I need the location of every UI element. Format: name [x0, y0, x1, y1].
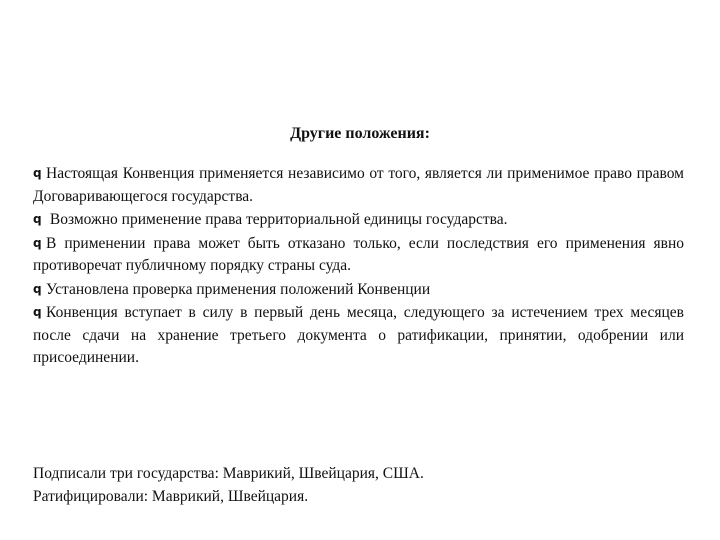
bullet-icon: q	[33, 166, 42, 180]
list-item-text: Настоящая Конвенция применяется независимо от того, является ли применимое право правом Договаривающегося государства.	[33, 165, 684, 205]
list-item	[33, 162, 684, 208]
list-item	[33, 208, 684, 232]
bullet-icon: q	[33, 235, 42, 250]
list-item-text: Возможно применение права территориальной единицы государства.	[46, 211, 508, 228]
ratified-note: Ратифицировали: Маврикий, Швейцария.	[33, 487, 309, 505]
page-title: Другие положения:	[290, 125, 430, 142]
provisions-list	[33, 162, 684, 370]
footer-notes	[33, 463, 684, 508]
bullet-icon: q	[33, 212, 42, 226]
list-item-text: В применении права может быть отказано только, если последствия его применения явно противоречат публичному порядку страны суда.	[33, 234, 684, 274]
signed-note: Подписали три государства: Маврикий, Швейцария, США.	[33, 465, 424, 482]
list-item-text: Установлена проверка применения положений Конвенции	[46, 280, 431, 298]
list-item-text: Конвенция вступает в силу в первый день месяца, следующего за истечением трех месяцев после сдачи на хранение третьего документа о ратификации, принятии, одобрении или присоединении.	[33, 304, 684, 366]
bullet-icon: q	[33, 305, 42, 319]
list-item	[33, 301, 684, 370]
list-item	[33, 232, 684, 278]
bullet-icon: q	[33, 281, 42, 296]
list-item	[33, 278, 684, 302]
